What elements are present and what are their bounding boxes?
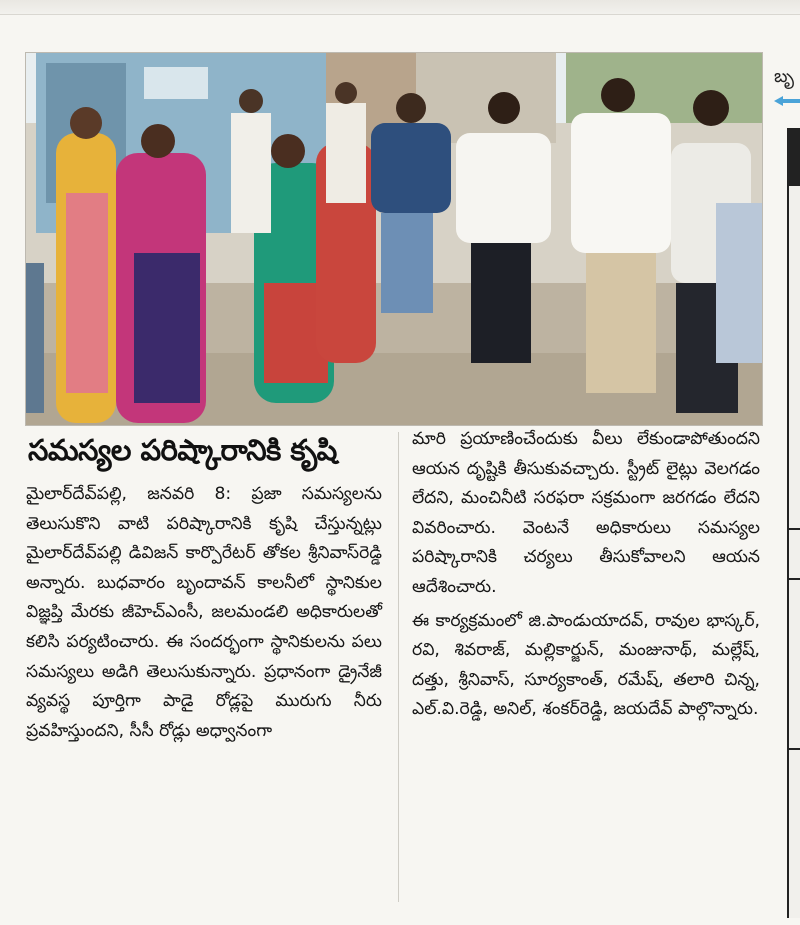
article-column-right: [412, 425, 760, 725]
news-photo-illustration: [26, 53, 762, 425]
arrow-left-icon: [774, 96, 800, 106]
adjacent-article-headline-fragment: బృ: [774, 66, 794, 87]
article-column-left: [26, 480, 382, 746]
adjacent-article-column: [787, 128, 800, 918]
news-photo: [25, 52, 763, 426]
article-paragraph-attendees: ఈ కార్యక్రమంలో జి.పాండుయాదవ్, రావుల భాస్కర్, రవి, శివరాజ్, మల్లికార్జున్, మంజునాథ్, మల్లేష్, దత్తు, శ్రీనివాస్, సూర్యకాంత్, రమేష్, తలారి చిన్న, ఎల్.వి.రెడ్డి, అనిల్, శంకర్‌రెడ్డి, జయదేవ్ పాల్గొన్నారు.: [412, 610, 760, 720]
previous-article-strip: [0, 0, 800, 15]
article-paragraph: మైలార్‌దేవ్‌పల్లి, జనవరి 8: ప్రజా సమస్యలను తెలుసుకొని వాటి పరిష్కారానికి కృషి చేస్తున్నట్లు మైలార్‌దేవ్‌పల్లి డివిజన్ కార్పొరేటర్ తోకల శ్రీనివాస్‌రెడ్డి అన్నారు. బుధవారం బృందావన్ కాలనీలో స్థానికుల విజ్ఞప్తి మేరకు జీహెచ్ఎంసీ, జలమండలి అధికారులతో కలిసి పర్యటించారు. ఈ సందర్భంగా స్థానికులను పలు సమస్యలు అడిగి తెలుసుకున్నారు. ప్రధానంగా డ్రైనేజీ వ్యవస్థ పూర్తిగా పాడై రోడ్లపై మురుగు నీరు ప్రవహిస్తుందని, సీసీ రోడ్లు అధ్వానంగా: [26, 484, 382, 741]
article-paragraph: మారి ప్రయాణించేందుకు వీలు లేకుండాపోతుందని ఆయన దృష్టికి తీసుకువచ్చారు. స్ట్రీట్ లైట్లు వెలగడం లేదని, మంచినీటి సరఫరా సక్రమంగా జరగడం లేదని వివరించారు. వెంటనే అధికారులు సమస్యల పరిష్కారానికి చర్యలు తీసుకోవాలని ఆయన ఆదేశించారు.: [412, 429, 760, 597]
column-divider: [398, 432, 399, 902]
article-headline: సమస్యల పరిష్కారానికి కృషి: [28, 433, 337, 467]
